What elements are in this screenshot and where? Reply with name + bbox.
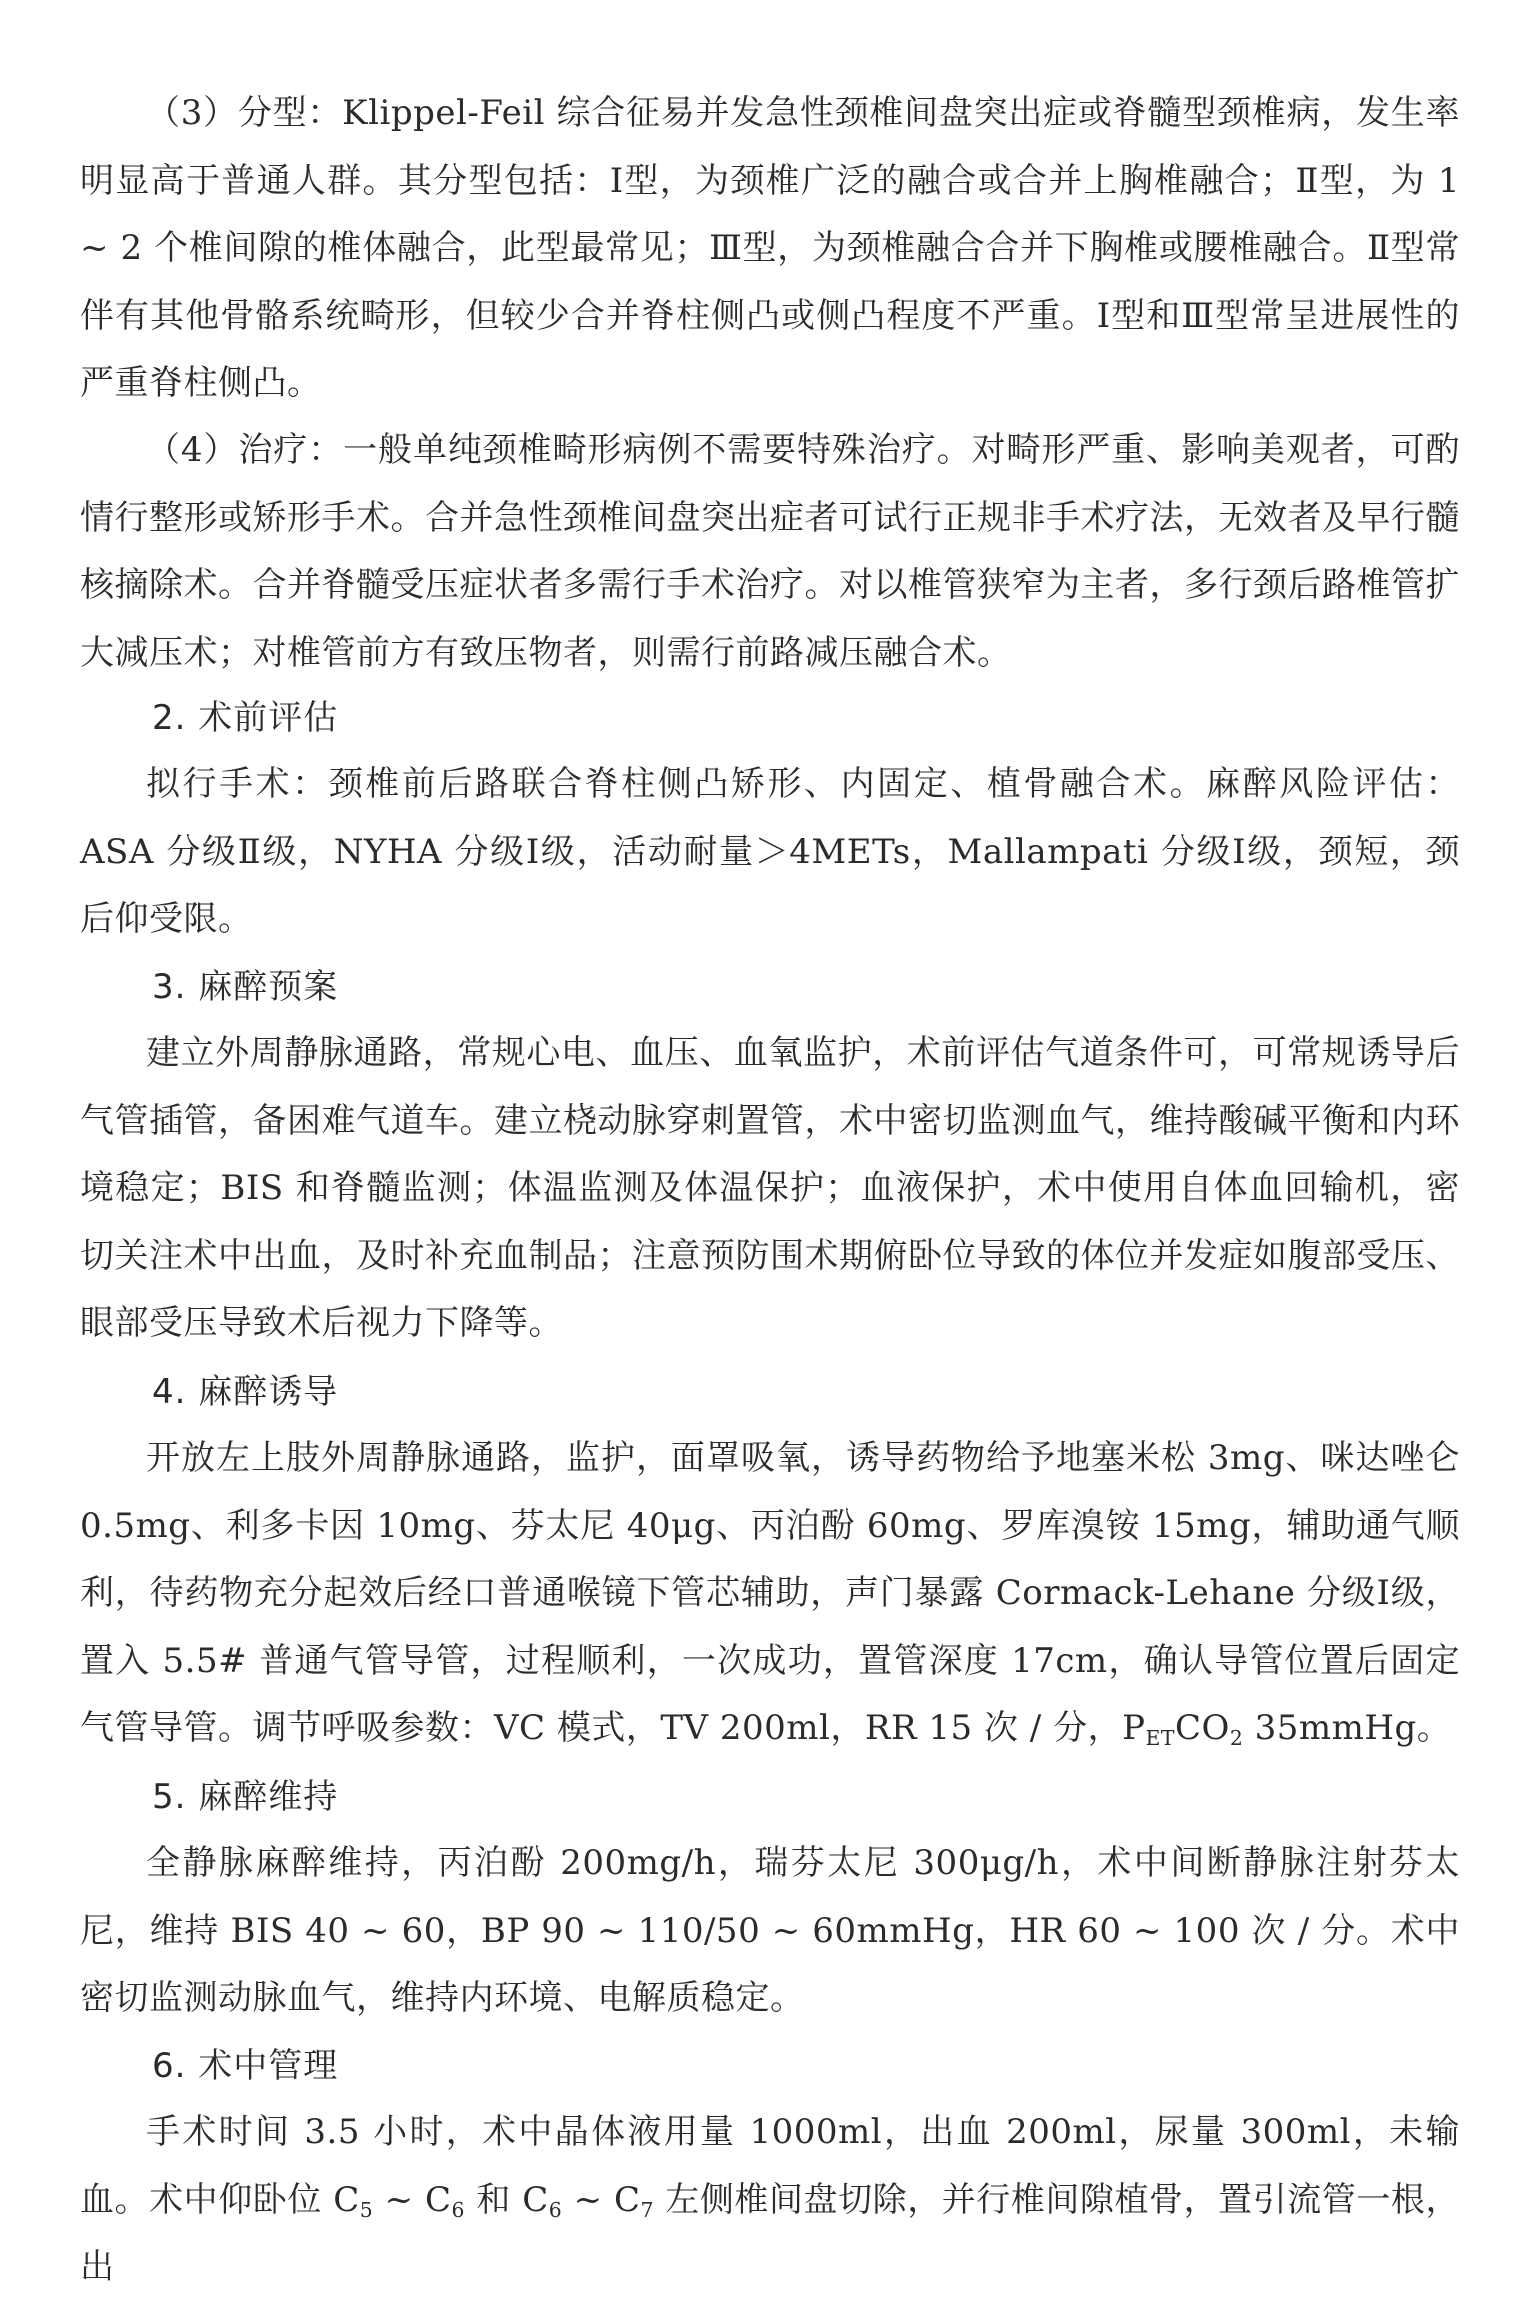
preop-text: 拟行手术：颈椎前后路联合脊柱侧凸矫形、内固定、植骨融合术。麻醉风险评估：ASA 分级Ⅱ级，NYHA 分级Ⅰ级，活动耐量＞4METs，Mallampati 分级Ⅰ级，颈短，颈后仰受限。 [80,764,1460,939]
mgmt-d: ~ C [562,2179,641,2220]
plan-text: 建立外周静脉通路，常规心电、血压、血氧监护，术前评估气道条件可，可常规诱导后气管插管，备困难气道车。建立桡动脉穿刺置管，术中密切监测血气，维持酸碱平衡和内环境稳定；BIS 和脊髓监测；体温监测及体温保护；血液保护，术中使用自体血回输机，密切关注术中出血，及时补充血制品；注意预防围术期俯卧位导致的体位并发症如腹部受压、眼部受压导致术后视力下降等。 [80,1033,1460,1343]
maintenance-paragraph [80,1830,1460,2033]
induction-text [80,1425,1460,1763]
petco2-p: P [1122,1708,1146,1748]
mgmt-sub6a: 6 [451,2197,465,2222]
mgmt-b: ~ C [373,2179,452,2220]
management-text [80,2099,1460,2302]
section-heading-preop: 2. 术前评估 [152,698,339,738]
mgmt-e: 左侧椎间盘切除，并行椎间隙植骨，置引流管一根，出 [80,2179,1460,2287]
section-heading-plan: 3. 麻醉预案 [152,967,339,1007]
induction-paragraph [80,1425,1460,1763]
management-paragraph [80,2099,1460,2302]
preop-paragraph [80,751,1460,954]
section-heading-maintenance: 5. 麻醉维持 [152,1777,339,1817]
mgmt-sub5: 5 [359,2197,374,2222]
maintenance-text: 全静脉麻醉维持，丙泊酚 200mg/h，瑞芬太尼 300μg/h，术中间断静脉注射芬太尼，维持 BIS 40 ~ 60，BP 90 ~ 110/50 ~ 60mmHg，HR 60 ~ 100 次 / 分。术中密切监测动脉血气，维持内环境、电解质稳定。 [80,1843,1460,2018]
petco2-2: 2 [1229,1726,1244,1751]
section-heading-induction: 4. 麻醉诱导 [152,1372,339,1412]
classification-paragraph [80,80,1460,418]
classification-text: （3）分型：Klippel-Feil 综合征易并发急性颈椎间盘突出症或脊髓型颈椎病，发生率明显高于普通人群。其分型包括：Ⅰ型，为颈椎广泛的融合或合并上胸椎融合；Ⅱ型，为 1 ~ 2 个椎间隙的椎体融合，此型最常见；Ⅲ型，为颈椎融合合并下胸椎或腰椎融合。Ⅱ型常伴有其他骨骼系统畸形，但较少合并脊柱侧凸或侧凸程度不严重。Ⅰ型和Ⅲ型常呈进展性的严重脊柱侧凸。 [80,93,1460,403]
mgmt-sub6b: 6 [548,2197,563,2222]
petco2-et: ET [1145,1726,1175,1751]
plan-paragraph [80,1020,1460,1358]
section-heading-management: 6. 术中管理 [152,2046,339,2086]
mgmt-a: 手术时间 3.5 小时，术中晶体液用量 1000ml，出血 200ml，尿量 300ml，未输血。术中仰卧位 C [80,2112,1460,2220]
induction-main: 开放左上肢外周静脉通路，监护，面罩吸氧，诱导药物给予地塞米松 3mg、咪达唑仑 0.5mg、利多卡因 10mg、芬太尼 40μg、丙泊酚 60mg、罗库溴铵 15mg，辅助通气顺利，待药物充分起效后经口普通喉镜下管芯辅助，声门暴露 Cormack-Lehane 分级Ⅰ级，置入 5.5# 普通气管导管，过程顺利，一次成功，置管深度 17cm，确认导管位置后固定气管导管。调节呼吸参数：VC 模式，TV 200ml，RR 15 次 / 分， [80,1438,1460,1748]
petco2-co: CO [1174,1708,1230,1748]
treatment-paragraph [80,417,1460,687]
mgmt-sub7: 7 [640,2197,654,2222]
mgmt-c: 和 C [464,2179,549,2220]
treatment-text: （4）治疗：一般单纯颈椎畸形病例不需要特殊治疗。对畸形严重、影响美观者，可酌情行整形或矫形手术。合并急性颈椎间盘突出症者可试行正规非手术疗法，无效者及早行髓核摘除术。合并脊髓受压症状者多需行手术治疗。对以椎管狭窄为主者，多行颈后路椎管扩大减压术；对椎管前方有致压物者，则需行前路减压融合术。 [80,430,1460,673]
induction-tail: 35mmHg。 [1243,1708,1452,1748]
